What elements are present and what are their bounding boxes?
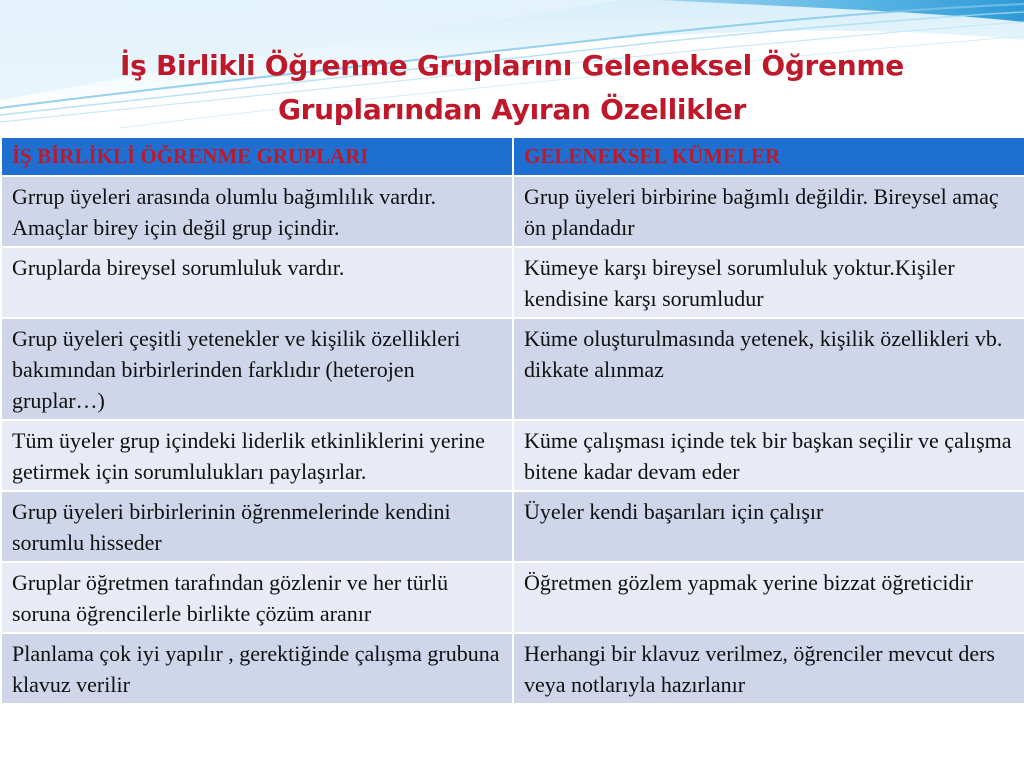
comparison-table-container — [0, 138, 1024, 705]
table-cell-cooperative: Tüm üyeler grup içindeki liderlik etkinliklerini yerine getirmek için sorumlulukları paylaşırlar. — [1, 420, 513, 491]
slide-title — [0, 44, 1024, 132]
table-row — [1, 633, 1024, 704]
table-row — [1, 247, 1024, 318]
table-row — [1, 420, 1024, 491]
table-cell-cooperative: Grup üyeleri birbirlerinin öğrenmelerinde kendini sorumlu hisseder — [1, 491, 513, 562]
table-cell-traditional: Üyeler kendi başarıları için çalışır — [513, 491, 1024, 562]
slide-title-line-1: İş Birlikli Öğrenme Gruplarını Geleneksel Öğrenme — [120, 49, 904, 82]
table-cell-cooperative: Grrup üyeleri arasında olumlu bağımlılık vardır. Amaçlar birey için değil grup içindir. — [1, 176, 513, 247]
table-cell-traditional: Küme oluşturulmasında yetenek, kişilik özellikleri vb. dikkate alınmaz — [513, 318, 1024, 420]
slide-title-line-2: Gruplarından Ayıran Özellikler — [277, 93, 747, 126]
table-cell-cooperative: Gruplar öğretmen tarafından gözlenir ve her türlü soruna öğrencilerle birlikte çözüm aranır — [1, 562, 513, 633]
table-cell-traditional: Küme çalışması içinde tek bir başkan seçilir ve çalışma bitene kadar devam eder — [513, 420, 1024, 491]
table-cell-traditional: Herhangi bir klavuz verilmez, öğrenciler mevcut ders veya notlarıyla hazırlanır — [513, 633, 1024, 704]
table-cell-cooperative: Planlama çok iyi yapılır , gerektiğinde çalışma grubuna klavuz verilir — [1, 633, 513, 704]
table-cell-traditional: Grup üyeleri birbirine bağımlı değildir. Bireysel amaç ön plandadır — [513, 176, 1024, 247]
comparison-table — [0, 138, 1024, 705]
column-header-traditional-groups: GELENEKSEL KÜMELER — [513, 138, 1024, 176]
column-header-cooperative-groups: İŞ BİRLİKLİ ÖĞRENME GRUPLARI — [1, 138, 513, 176]
table-cell-traditional: Öğretmen gözlem yapmak yerine bizzat öğreticidir — [513, 562, 1024, 633]
table-header-row — [1, 138, 1024, 176]
table-row — [1, 491, 1024, 562]
table-cell-cooperative: Gruplarda bireysel sorumluluk vardır. — [1, 247, 513, 318]
table-row — [1, 562, 1024, 633]
table-cell-traditional: Kümeye karşı bireysel sorumluluk yoktur.Kişiler kendisine karşı sorumludur — [513, 247, 1024, 318]
table-row — [1, 176, 1024, 247]
table-row — [1, 318, 1024, 420]
table-cell-cooperative: Grup üyeleri çeşitli yetenekler ve kişilik özellikleri bakımından birbirlerinden farklıdır (heterojen gruplar…) — [1, 318, 513, 420]
